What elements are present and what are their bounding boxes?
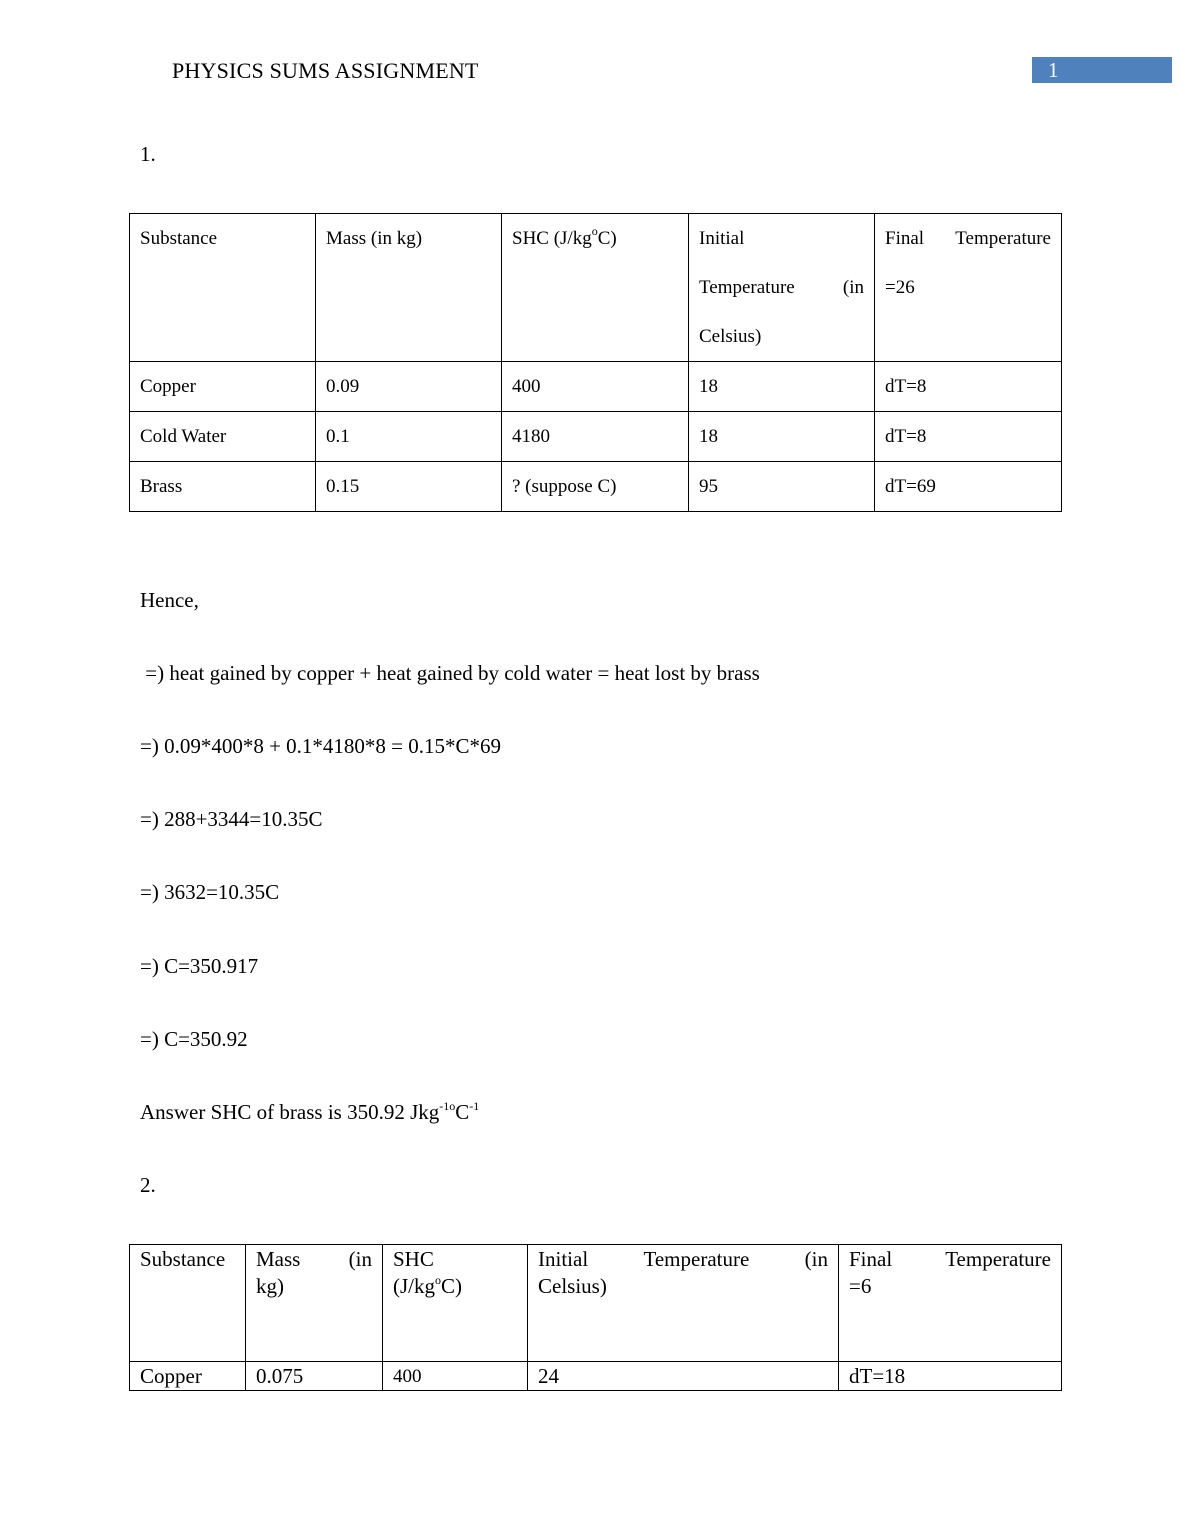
cell-mass: 0.15 <box>316 462 502 512</box>
header-mass: Mass (in kg) <box>246 1245 383 1362</box>
cell-temperature-change: dT=8 <box>875 412 1062 462</box>
cell-substance: Brass <box>130 462 316 512</box>
cell-substance: Copper <box>130 1362 246 1391</box>
cell-substance: Cold Water <box>130 412 316 462</box>
header-substance: Substance <box>130 214 316 362</box>
solution-line: =) 0.09*400*8 + 0.1*4180*8 = 0.15*C*69 <box>140 734 502 758</box>
cell-mass: 0.09 <box>316 362 502 412</box>
cell-shc: 4180 <box>502 412 689 462</box>
cell-initial-temperature: 24 <box>528 1362 839 1391</box>
table-header-row <box>130 1245 1062 1362</box>
cell-shc: 400 <box>502 362 689 412</box>
solution-line: =) heat gained by copper + heat gained by cold water = heat lost by brass <box>140 661 760 685</box>
table-row <box>130 1362 1062 1391</box>
cell-initial-temperature: 18 <box>689 412 875 462</box>
solution-line: =) 3632=10.35C <box>140 880 280 904</box>
page-number-box <box>1032 57 1172 83</box>
cell-initial-temperature: 18 <box>689 362 875 412</box>
table-row <box>130 462 1062 512</box>
cell-substance: Copper <box>130 362 316 412</box>
header-shc: SHC $(J/kg^oC)$ <box>502 214 689 362</box>
cell-temperature-change: dT=69 <box>875 462 1062 512</box>
table-row <box>130 412 1062 462</box>
header-substance: Substance <box>130 1245 246 1362</box>
solution-line: =) C=350.92 <box>140 1027 248 1051</box>
header-final-temperature: Final Temperature =6 <box>839 1245 1062 1362</box>
cell-temperature-change: dT=18 <box>839 1362 1062 1391</box>
solution-line: =) C=350.917 <box>140 954 259 978</box>
cell-initial-temperature: 95 <box>689 462 875 512</box>
question-2-number: 2. <box>140 1173 156 1197</box>
question-1-number: 1. <box>140 142 156 166</box>
cell-shc: 400 <box>383 1362 528 1391</box>
header-initial-temperature: Initial Temperature (in Celsius) <box>689 214 875 362</box>
header-title: PHYSICS SUMS ASSIGNMENT <box>172 58 479 83</box>
header-final-temperature: Final Temperature =26 <box>875 214 1062 362</box>
solution-line: =) 288+3344=10.35C <box>140 807 323 831</box>
question-1-table <box>129 213 1062 512</box>
header-mass: Mass (in kg) <box>316 214 502 362</box>
cell-mass: 0.075 <box>246 1362 383 1391</box>
header-shc: SHC $(J/kg^oC)$ <box>383 1245 528 1362</box>
page-number: 1 <box>1048 58 1059 82</box>
solution-line: Hence, <box>140 588 199 612</box>
table-row <box>130 362 1062 412</box>
cell-mass: 0.1 <box>316 412 502 462</box>
header-initial-temperature: Initial Temperature (in Celsius) <box>528 1245 839 1362</box>
question-2-table <box>129 1244 1062 1391</box>
table-header-row <box>130 214 1062 362</box>
cell-shc: ? (suppose C) <box>502 462 689 512</box>
answer-line: Answer SHC of brass is 350.92 $Jkg^{-1o}C^{-1}$ <box>140 1099 480 1124</box>
cell-temperature-change: dT=8 <box>875 362 1062 412</box>
